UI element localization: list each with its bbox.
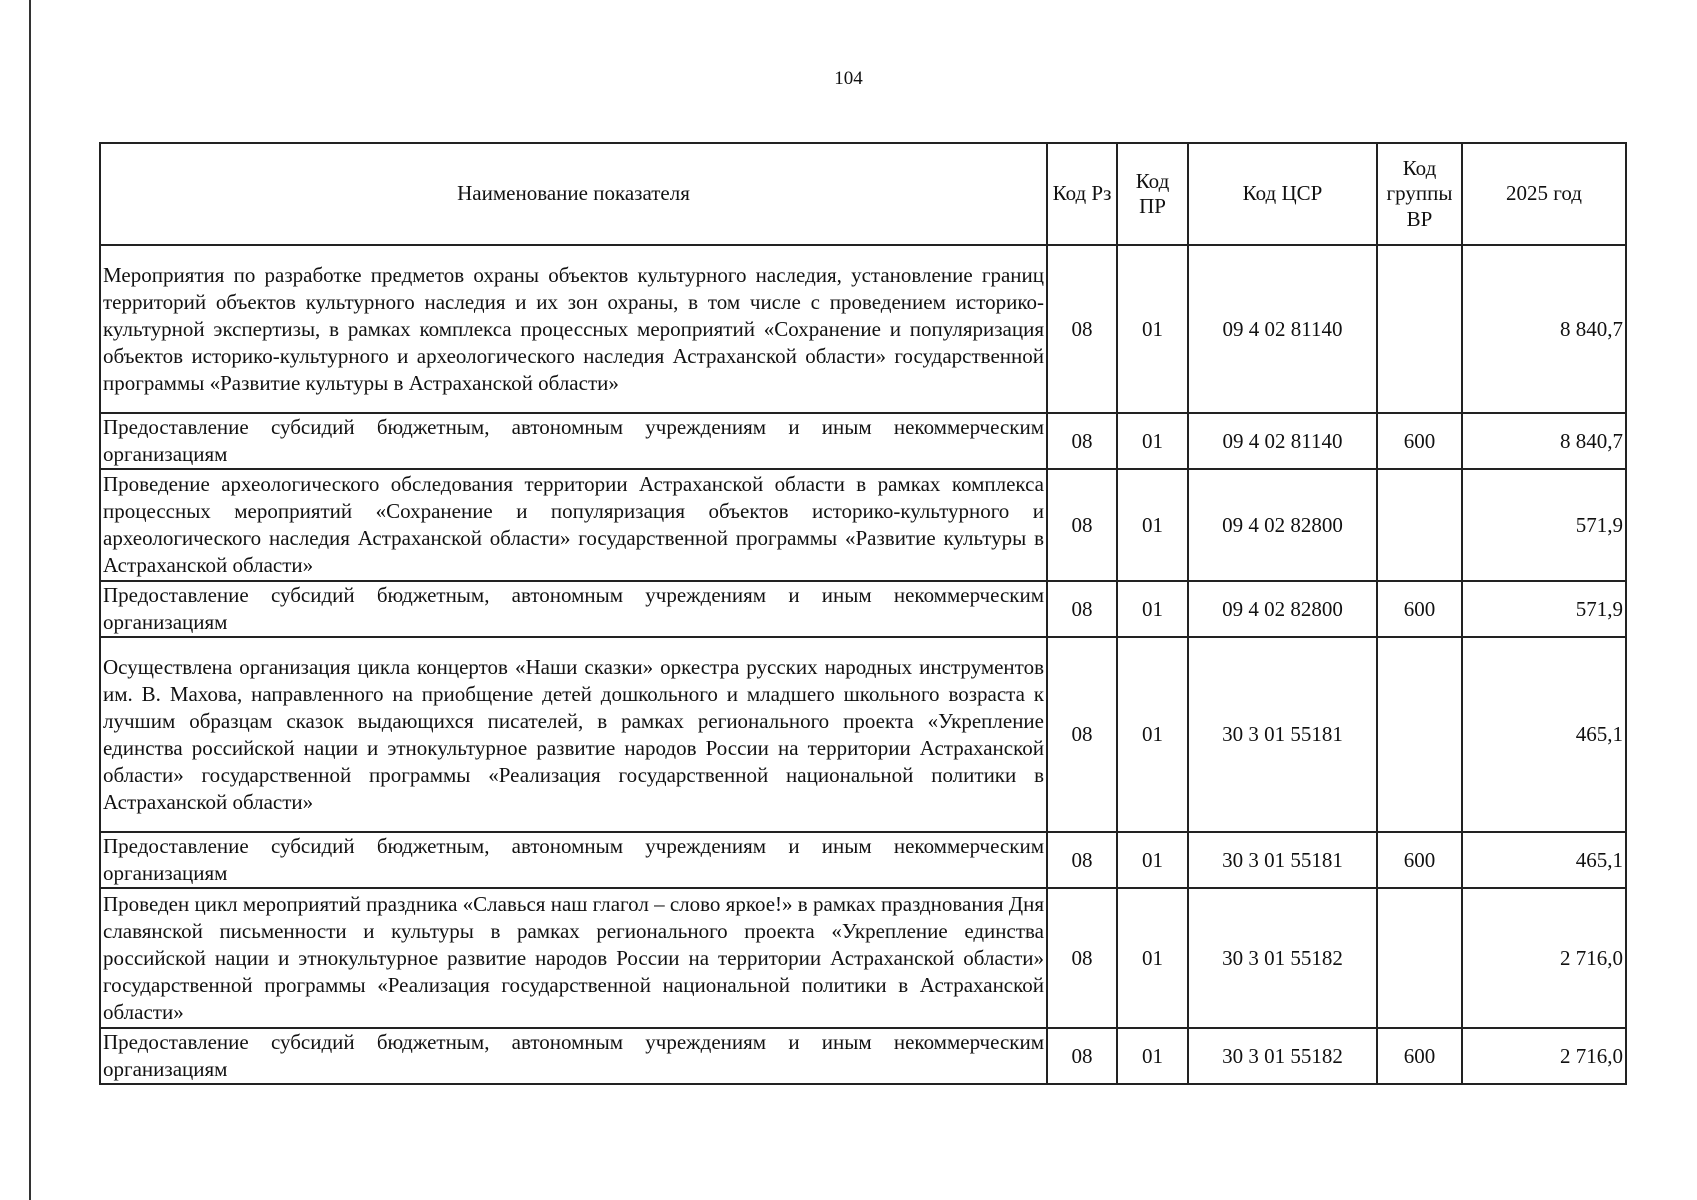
row-pr: 01 — [1117, 832, 1188, 888]
row-amount: 465,1 — [1462, 832, 1626, 888]
header-name: Наименование показателя — [100, 143, 1047, 245]
row-pr: 01 — [1117, 469, 1188, 581]
row-rz: 08 — [1047, 245, 1117, 413]
table-body — [100, 245, 1626, 1084]
table-row — [100, 888, 1626, 1028]
row-csr: 30 3 01 55181 — [1188, 832, 1377, 888]
row-rz: 08 — [1047, 637, 1117, 832]
row-amount: 465,1 — [1462, 637, 1626, 832]
row-name: Проведен цикл мероприятий праздника «Славься наш глагол – слово яркое!» в рамках празднования Дня славянской письменности и культуры в рамках регионального проекта «Укрепление единства российской нации и этнокультурное развитие народов России на территории Астраханской области» государственной программы «Реализация государственной национальной политики в Астраханской области» — [100, 888, 1047, 1028]
row-amount: 2 716,0 — [1462, 888, 1626, 1028]
row-vr: 600 — [1377, 1028, 1462, 1084]
row-pr: 01 — [1117, 1028, 1188, 1084]
row-amount: 571,9 — [1462, 469, 1626, 581]
row-vr — [1377, 245, 1462, 413]
row-vr — [1377, 469, 1462, 581]
row-csr: 09 4 02 82800 — [1188, 469, 1377, 581]
header-csr: Код ЦСР — [1188, 143, 1377, 245]
row-rz: 08 — [1047, 888, 1117, 1028]
table-row — [100, 1028, 1626, 1084]
row-vr — [1377, 637, 1462, 832]
header-rz: Код Рз — [1047, 143, 1117, 245]
row-pr: 01 — [1117, 888, 1188, 1028]
row-name: Проведение археологического обследования территории Астраханской области в рамках комплекса процессных мероприятий «Сохранение и популяризация объектов историко-культурного и археологического наследия Астраханской области» государственной программы «Развитие культуры в Астраханской области» — [100, 469, 1047, 581]
row-pr: 01 — [1117, 413, 1188, 469]
row-csr: 30 3 01 55182 — [1188, 1028, 1377, 1084]
table-row — [100, 413, 1626, 469]
row-rz: 08 — [1047, 469, 1117, 581]
row-pr: 01 — [1117, 637, 1188, 832]
row-vr: 600 — [1377, 581, 1462, 637]
header-pr: Код ПР — [1117, 143, 1188, 245]
row-csr: 30 3 01 55181 — [1188, 637, 1377, 832]
table-row — [100, 832, 1626, 888]
table-row — [100, 581, 1626, 637]
row-vr: 600 — [1377, 413, 1462, 469]
budget-table — [99, 142, 1627, 1085]
row-name: Мероприятия по разработке предметов охраны объектов культурного наследия, установление границ территорий объектов культурного наследия и их зон охраны, в том числе с проведением историко-культурной экспертизы, в рамках комплекса процессных мероприятий «Сохранение и популяризация объектов историко-культурного и археологического наследия Астраханской области» государственной программы «Развитие культуры в Астраханской области» — [100, 245, 1047, 413]
row-rz: 08 — [1047, 832, 1117, 888]
row-name: Предоставление субсидий бюджетным, автономным учреждениям и иным некоммерческим организациям — [100, 1028, 1047, 1084]
header-row — [100, 143, 1626, 245]
row-csr: 30 3 01 55182 — [1188, 888, 1377, 1028]
row-vr — [1377, 888, 1462, 1028]
row-rz: 08 — [1047, 1028, 1117, 1084]
row-csr: 09 4 02 82800 — [1188, 581, 1377, 637]
row-amount: 8 840,7 — [1462, 245, 1626, 413]
row-name: Предоставление субсидий бюджетным, автономным учреждениям и иным некоммерческим организациям — [100, 413, 1047, 469]
row-csr: 09 4 02 81140 — [1188, 413, 1377, 469]
row-amount: 8 840,7 — [1462, 413, 1626, 469]
table-row — [100, 469, 1626, 581]
row-csr: 09 4 02 81140 — [1188, 245, 1377, 413]
row-pr: 01 — [1117, 581, 1188, 637]
row-pr: 01 — [1117, 245, 1188, 413]
row-amount: 571,9 — [1462, 581, 1626, 637]
binding-line — [29, 0, 31, 1200]
page-number: 104 — [834, 68, 863, 89]
row-name: Осуществлена организация цикла концертов «Наши сказки» оркестра русских народных инструментов им. В. Махова, направленного на приобщение детей дошкольного и младшего школьного возраста к лучшим образцам сказок выдающихся писателей, в рамках регионального проекта «Укрепление единства российской нации и этнокультурное развитие народов России на территории Астраханской области» государственной программы «Реализация государственной национальной политики в Астраханской области» — [100, 637, 1047, 832]
row-vr: 600 — [1377, 832, 1462, 888]
table-row — [100, 245, 1626, 413]
row-name: Предоставление субсидий бюджетным, автономным учреждениям и иным некоммерческим организациям — [100, 832, 1047, 888]
header-year: 2025 год — [1462, 143, 1626, 245]
table-header — [100, 143, 1626, 245]
row-rz: 08 — [1047, 581, 1117, 637]
header-vr: Код группы ВР — [1377, 143, 1462, 245]
row-rz: 08 — [1047, 413, 1117, 469]
row-amount: 2 716,0 — [1462, 1028, 1626, 1084]
row-name: Предоставление субсидий бюджетным, автономным учреждениям и иным некоммерческим организациям — [100, 581, 1047, 637]
table-row — [100, 637, 1626, 832]
